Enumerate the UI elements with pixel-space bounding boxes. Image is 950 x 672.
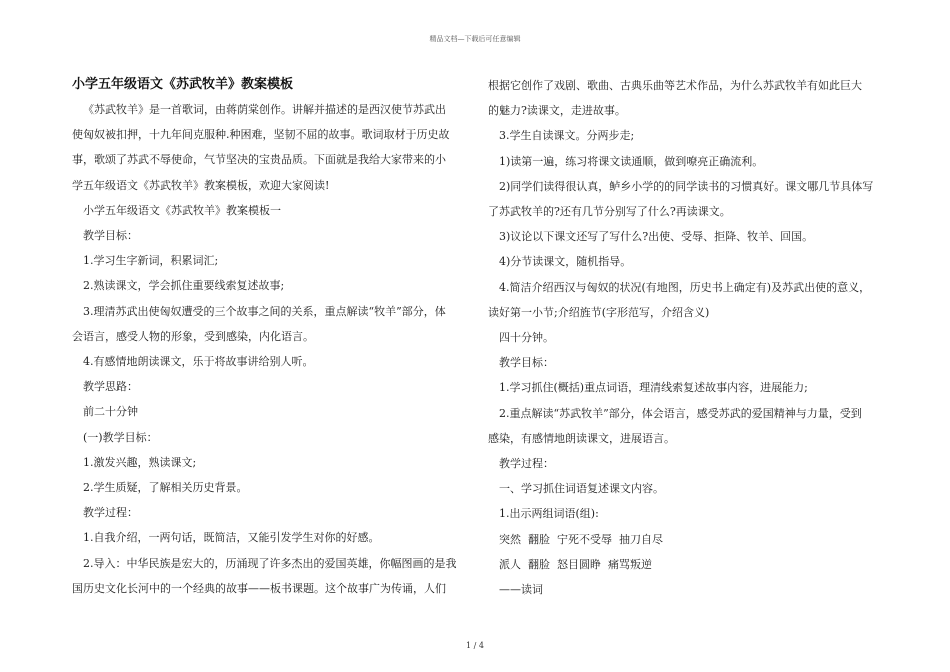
list-item: 2.导入：中华民族是宏大的，历涌现了许多杰出的爱国英雄，你幅图画的是我 <box>83 556 457 570</box>
list-item: 1)读第一遍，练习将课文读通顺，做到嘹亮正确流利。 <box>499 154 764 168</box>
paragraph-line: 教学目标： <box>499 356 554 370</box>
paragraph-line: 根据它创作了戏剧、歌曲、古典乐曲等艺术作品，为什么苏武牧羊有如此巨大 <box>488 79 862 92</box>
list-item: 2.熟读课文，学会抓住重要线索复述故事; <box>83 279 285 293</box>
paragraph-line: 事，歌颂了苏武不辱使命，气节坚决的宝贵品质。下面就是我给大家带来的小 <box>72 153 446 167</box>
right-column <box>488 73 886 602</box>
list-item: 4.有感情地朗读课文，乐于将故事讲给别人听。 <box>83 355 314 369</box>
list-item: 4)分节读课文，随机指导。 <box>499 255 632 269</box>
document-title: 小学五年级语文《苏武牧羊》教案模板 <box>72 77 294 92</box>
list-item: 3)议论以下课文还写了写什么?出使、受辱、拒降、牧羊、回国。 <box>499 230 814 244</box>
paragraph-line: (一)教学目标： <box>83 430 158 444</box>
paragraph-line: 教学过程： <box>83 506 138 520</box>
list-item: 2.重点解读“苏武牧羊”部分，体会语言，感受苏武的爱国精神与力量，受到 <box>499 406 862 420</box>
list-item: 3.学生自读课文。分两步走; <box>499 129 635 143</box>
list-item: 1.激发兴趣，熟读课文; <box>83 455 197 469</box>
paragraph-line: 《苏武牧羊》是一首歌词，由蒋荫棠创作。讲解并描述的是西汉使节苏武出 <box>83 103 446 116</box>
list-item: 1.学习生字新词，积累词汇; <box>83 254 219 268</box>
list-item: 1.自我介绍，一两句话，既简洁，又能引发学生对你的好感。 <box>83 531 380 545</box>
word-group: 突然 翻脸 宁死不受辱 抽刀自尽 <box>499 532 663 546</box>
paragraph-line: 的魅力?读课文，走进故事。 <box>488 104 626 118</box>
paragraph-line: 教学目标： <box>83 229 138 243</box>
paragraph-line: 学五年级语文《苏武牧羊》教案模板，欢迎大家阅读! <box>72 178 330 192</box>
list-item: 会语言，感受人物的形象，受到感染，内化语言。 <box>72 329 314 343</box>
page-header: 精品文档—下载后可任意编辑 <box>429 35 521 43</box>
paragraph-line: 前二十分钟 <box>83 405 138 419</box>
list-item: 读好第一小节;介绍旌节(字形范写，介绍含义) <box>488 305 710 319</box>
list-item: 2)同学们读得很认真，鲈乡小学的的同学读书的习惯真好。课文哪几节具体写 <box>499 179 874 193</box>
paragraph-line: 教学过程： <box>499 457 554 471</box>
list-item: 3.理清苏武出使匈奴遭受的三个故事之间的关系，重点解读“牧羊”部分，体 <box>83 304 446 318</box>
section-heading: 小学五年级语文《苏武牧羊》教案模板一 <box>83 203 281 217</box>
word-group: 派人 翻脸 怒目圆睁 痛骂叛逆 <box>499 557 652 571</box>
list-item: 国历史文化长河中的一个经典的故事——板书课题。这个故事广为传诵，人们 <box>72 581 446 595</box>
paragraph-line: 教学思路： <box>83 380 138 394</box>
list-item: 4.简洁介绍西汉与匈奴的状况(有地图，历史书上确定有)及苏武出使的意义， <box>499 280 871 294</box>
left-column <box>72 73 470 601</box>
list-item: 1.出示两组词语(组): <box>499 507 599 521</box>
list-item: 1.学习抓住(概括)重点词语，理清线索复述故事内容，进展能力; <box>499 381 808 395</box>
paragraph-line: 使匈奴被扣押，十九年间克服种.种困难，坚韧不屈的故事。歌词取材于历史故 <box>72 128 450 142</box>
list-item: 2.学生质疑，了解相关历史背景。 <box>83 481 248 495</box>
paragraph-line: 一、学习抓住词语复述课文内容。 <box>499 482 664 496</box>
page-number: 1 / 4 <box>466 641 484 650</box>
paragraph-line: 四十分钟。 <box>499 331 554 345</box>
paragraph-line: ——读词 <box>499 583 543 597</box>
list-item: 了苏武牧羊的?还有几节分别写了什么?再读课文。 <box>488 205 731 219</box>
list-item: 感染，有感情地朗读课文，进展语言。 <box>488 431 675 445</box>
